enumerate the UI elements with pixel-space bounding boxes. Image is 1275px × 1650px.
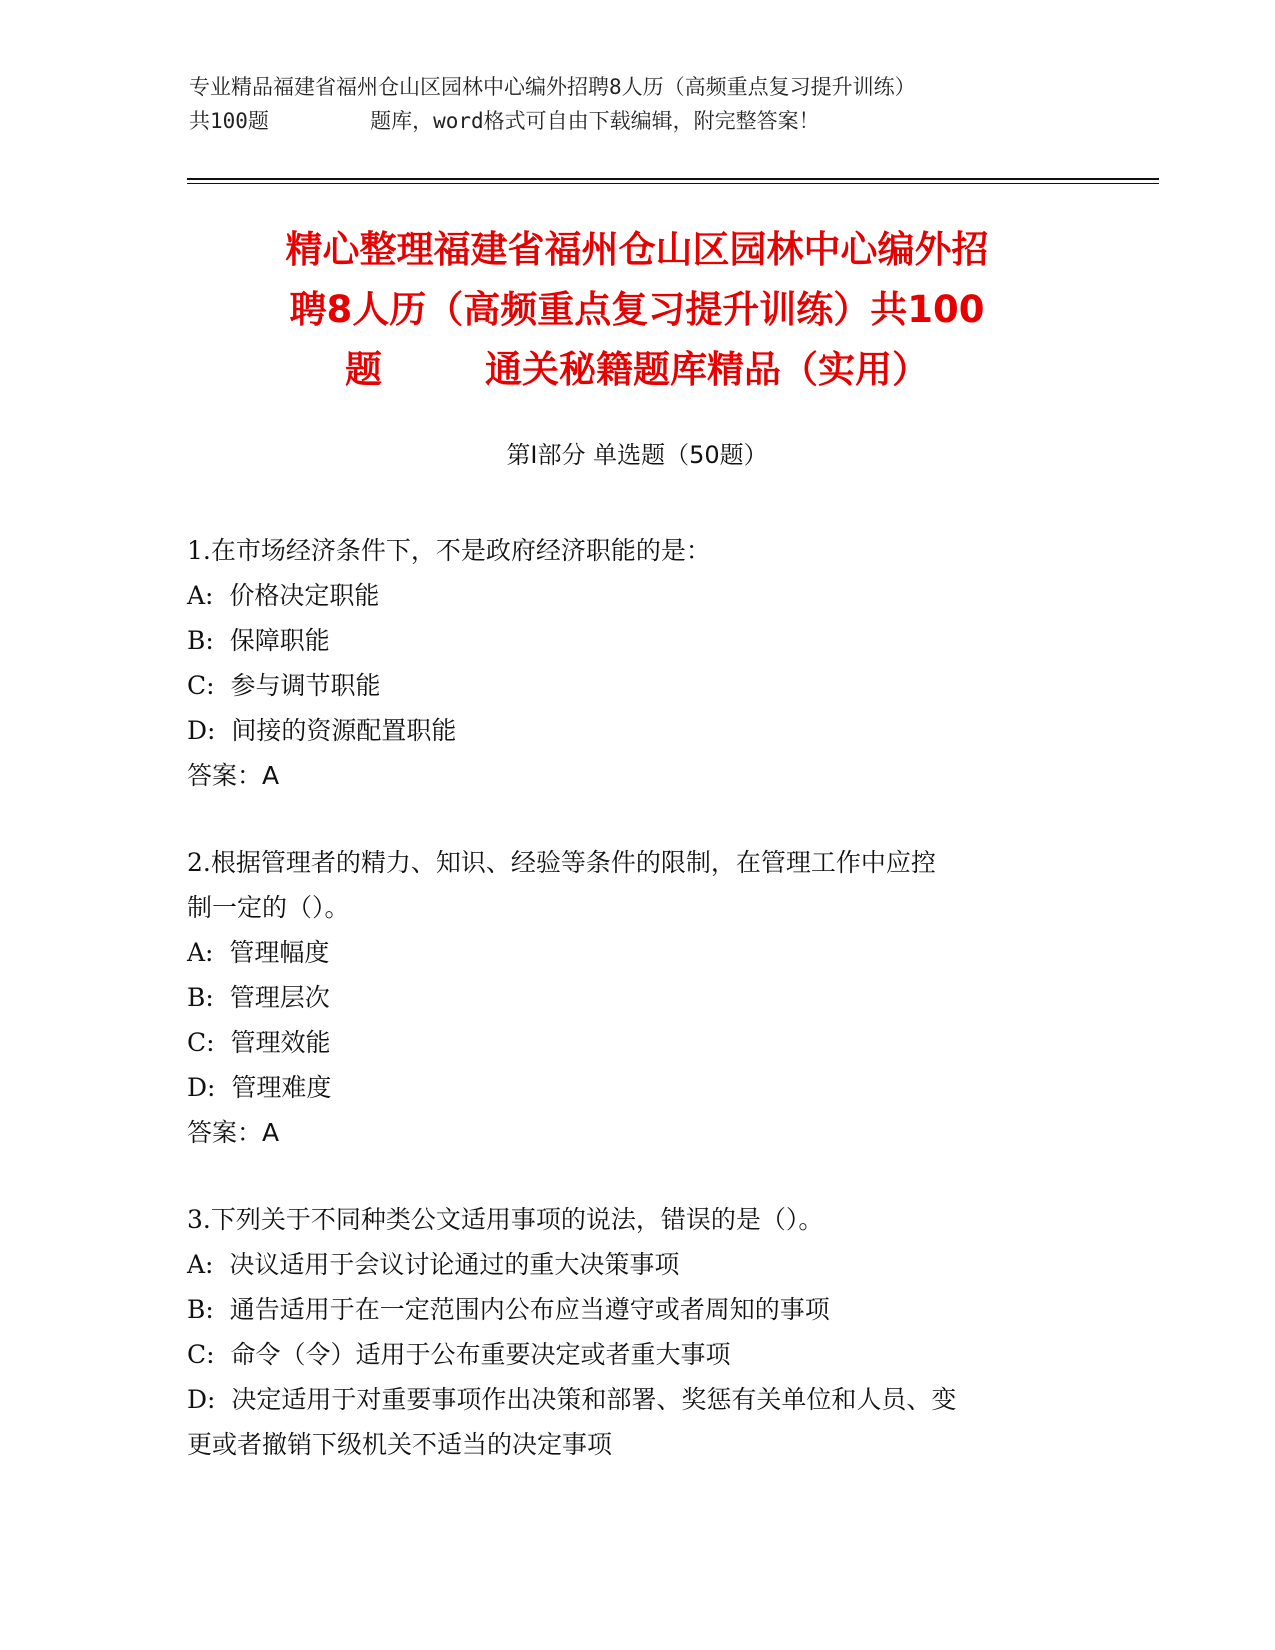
header-divider-thin — [187, 183, 1159, 184]
document-title-line: 题 通关秘籍题库精品（实用） — [344, 348, 930, 391]
answer-label: 答案：A — [187, 761, 280, 790]
section-title: 第Ⅰ部分 单选题（50题） — [506, 441, 768, 469]
question-stem: 3.下列关于不同种类公文适用事项的说法，错误的是（）。 — [187, 1205, 824, 1234]
option-d: D: 间接的资源配置职能 — [187, 716, 457, 745]
option-b: B: 通告适用于在一定范围内公布应当遵守或者周知的事项 — [187, 1295, 830, 1324]
option-d-continued: 更或者撤销下级机关不适当的决定事项 — [187, 1430, 613, 1459]
option-a: A: 价格决定职能 — [187, 581, 380, 610]
question-stem-continued: 制一定的（）。 — [187, 893, 350, 922]
question-item — [187, 840, 1087, 1155]
question-item — [187, 528, 1087, 798]
question-stem: 2.根据管理者的精力、知识、经验等条件的限制，在管理工作中应控 — [187, 848, 936, 877]
option-a: A: 决议适用于会议讨论通过的重大决策事项 — [187, 1250, 680, 1279]
question-stem: 1.在市场经济条件下，不是政府经济职能的是： — [187, 536, 711, 565]
option-d: D: 决定适用于对重要事项作出决策和部署、奖惩有关单位和人员、变 — [187, 1385, 957, 1414]
question-list — [187, 528, 1087, 1509]
question-item — [187, 1197, 1087, 1467]
header-note-line: 共100题 题库，word格式可自由下载编辑，附完整答案！ — [189, 109, 820, 133]
option-b: B: 管理层次 — [187, 983, 330, 1012]
header-divider — [187, 178, 1159, 180]
answer-label: 答案：A — [187, 1118, 280, 1147]
option-c: C: 参与调节职能 — [187, 671, 381, 700]
document-title — [187, 220, 1087, 400]
option-b: B: 保障职能 — [187, 626, 330, 655]
header-note — [189, 70, 1089, 138]
option-d: D: 管理难度 — [187, 1073, 332, 1102]
document-title-line: 聘8人历（高频重点复习提升训练）共100 — [289, 288, 985, 331]
option-c: C: 管理效能 — [187, 1028, 331, 1057]
option-c: C: 命令（令）适用于公布重要决定或者重大事项 — [187, 1340, 731, 1369]
header-note-line: 专业精品福建省福州仓山区园林中心编外招聘8人历（高频重点复习提升训练） — [189, 75, 916, 99]
document-title-line: 精心整理福建省福州仓山区园林中心编外招 — [285, 228, 989, 271]
option-a: A: 管理幅度 — [187, 938, 330, 967]
